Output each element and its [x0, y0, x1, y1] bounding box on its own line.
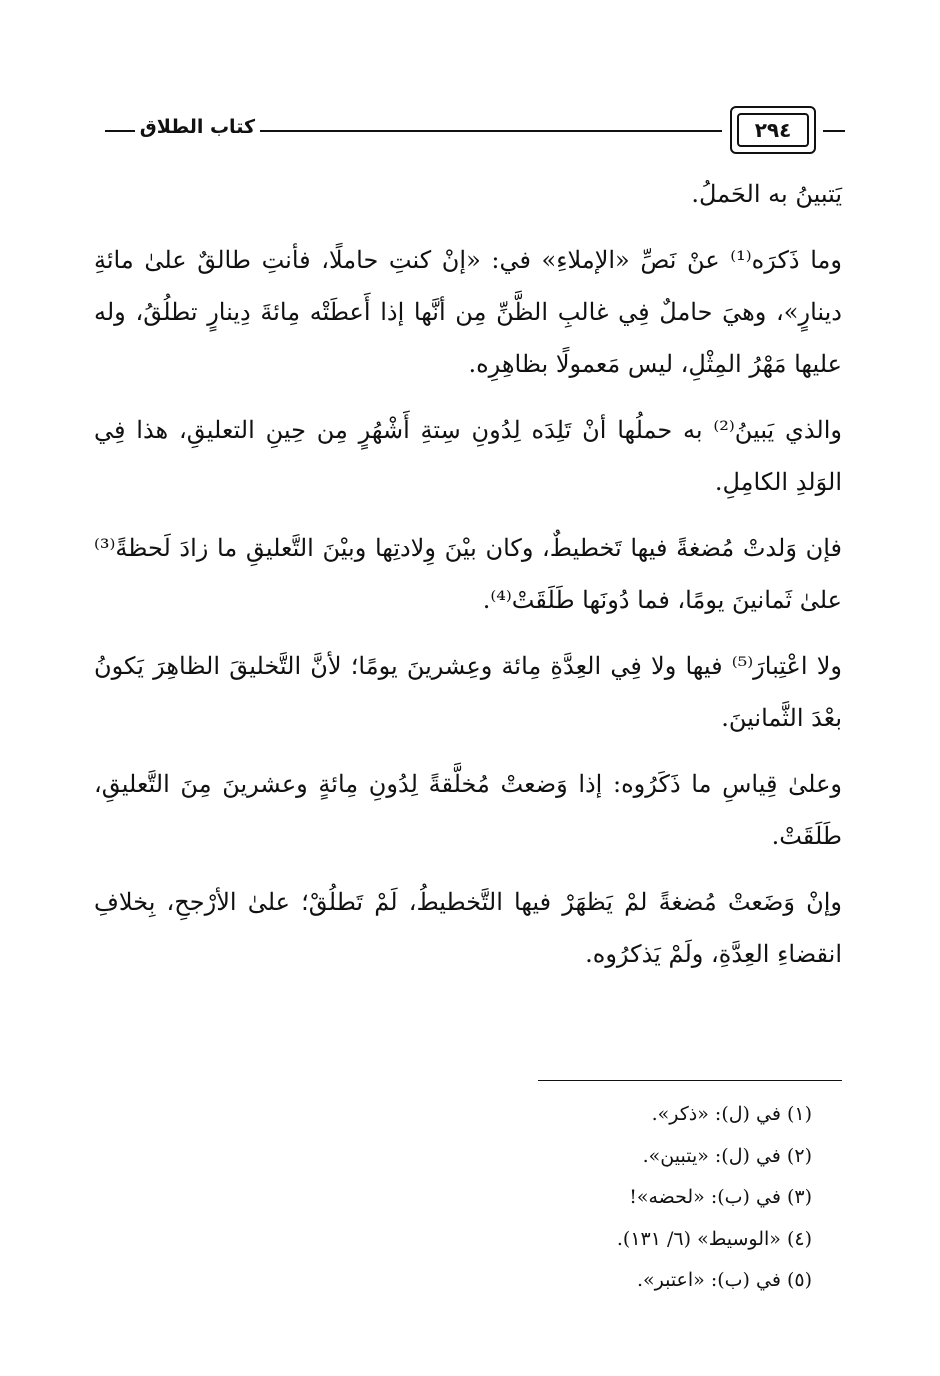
paragraph: فإن وَلدتْ مُضغةً فيها تَخطيطٌ، وكان بيْنَ وِلادتِها وبيْنَ التَّعليقِ ما زادَ لَحظةً⁽³⁾ علىٰ ثَمانينَ يومًا، فما دُونَها طَلَقَتْ⁽⁴⁾. — [94, 534, 842, 614]
page-number-frame — [730, 106, 816, 154]
paragraph: يَتبينُ به الحَملُ. — [691, 180, 842, 208]
footnote: (٥) في (ب): «اعتبر». — [636, 1269, 812, 1291]
footnote: (٢) في (ل): «يتبين». — [642, 1144, 812, 1167]
footnote: (٣) في (ب): «لحضه»! — [629, 1186, 812, 1208]
main-text — [94, 168, 842, 994]
header-rule-right — [823, 130, 845, 132]
footnotes — [94, 1094, 812, 1302]
paragraph: وما ذَكرَه⁽¹⁾ عنْ نَصِّ «الإملاءِ» في: «إنْ كنتِ حاملًا، فأنتِ طالقٌ علىٰ مائةِ دينارٍ»، وهيَ حاملٌ فِي غالبِ الظَّنِّ مِن أنَّها إذا أَعطَتْه مِائةَ دِينارٍ تطلُقُ، وله عليها مَهْرُ المِثْلِ، ليس مَعمولًا بظاهِرِه. — [94, 246, 842, 378]
header-rule-middle — [260, 130, 722, 132]
paragraph: وإنْ وَضَعتْ مُضغةً لمْ يَظهَرْ فيها التَّخطيطُ، لَمْ تَطلُقْ؛ علىٰ الأرْجحِ، بِخلافِ انقضاءِ العِدَّةِ، ولَمْ يَذكرُوه. — [94, 888, 842, 968]
footnote-separator — [538, 1080, 842, 1081]
book-title: كتاب الطلاق — [139, 116, 255, 138]
header-rule-left — [105, 130, 135, 132]
running-header — [95, 106, 845, 158]
paragraph: وعلىٰ قِياسِ ما ذَكَرُوه: إذا وَضعتْ مُخلَّقةً لِدُونِ مِائةٍ وعشرينَ مِنَ التَّعليقِ، طَلَقَتْ. — [94, 770, 842, 850]
page-number: ٢٩٤ — [737, 113, 809, 147]
footnote: (١) في (ل): «ذكر». — [651, 1103, 812, 1125]
footnote: (٤) «الوسيط» (٦/ ١٣١). — [616, 1227, 812, 1250]
paragraph: ولا اعْتِبارَ⁽⁵⁾ فيها ولا فِي العِدَّةِ مِائة وعِشرينَ يومًا؛ لأنَّ التَّخليقَ الظاهِرَ يَكونُ بعْدَ الثَّمانينَ. — [94, 652, 842, 732]
paragraph: والذي يَبينُ⁽²⁾ به حملُها أنْ تَلِدَه لِدُونِ سِتةِ أَشْهُرٍ مِن حِينِ التعليقِ، هذا فِي الوَلدِ الكامِلِ. — [94, 416, 842, 496]
